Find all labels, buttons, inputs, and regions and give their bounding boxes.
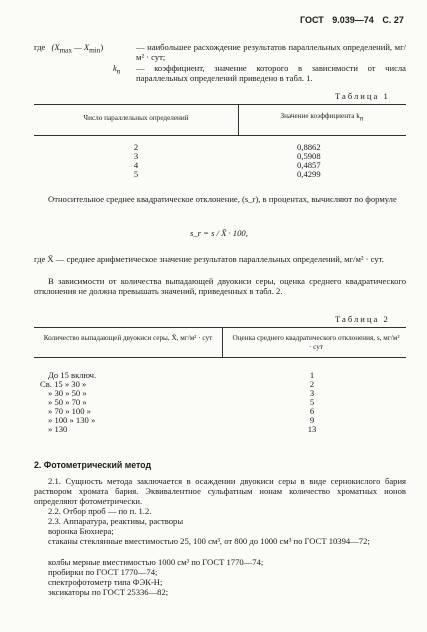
definition-kn-text: — коэффициент, значение которого в зависимости от числа параллельных определений приведено в табл. 1. [136,63,406,83]
table1-row-value: 0,8862 [297,142,321,152]
table2-row: Св. 15 » 30 » [40,379,87,389]
table1-col1-header: Число параллельных определений [83,114,189,122]
table1-header-rule [34,135,406,136]
table1-row-value: 0,4857 [297,160,321,170]
table1-row: 5 [133,169,139,179]
table2-col1-header: Количество выпадающей двуокиси серы, X̄, мг/м² · сут [43,334,213,342]
running-header [300,15,404,25]
table2-col2-header: Оценка среднего квадратического отклонения, s, мг/м² · сут [232,334,400,351]
definition-xmax-xmin-text: — наибольшее расхождение результатов параллельных определений, мг/м² · сут; [136,42,406,62]
table2-row-value: 13 [307,424,317,434]
list-item: спектрофотометр типа ФЭК-Н; [48,577,163,587]
table1-row-value: 0,5908 [297,151,321,161]
table2-row-value: 6 [309,406,315,416]
paragraph-relative-deviation: Относительное среднее квадратическое отклонение, (s_r), в процентах, вычисляют по формуле [48,194,397,204]
header-number: 9.039—74 [332,15,374,25]
list-item: стаканы стеклянные вместимостью 25, 100 см³, от 800 до 1000 см³ по ГОСТ 10394—72; [48,536,370,546]
table2-row: » 70 » 100 » [48,406,91,416]
table1-row: 2 [133,142,139,152]
section2-p2: 2.2. Отбор проб — по п. 1.2. [48,506,152,516]
table1-col2-header: Значение коэффициента $k_n$ [280,112,364,123]
section2-p3: 2.3. Аппаратура, реактивы, растворы [48,516,184,526]
paragraph-so2-dependence: В зависимости от количества выпадающей двуокиси серы, оценка среднего квадратического отклонения не должна превышать значений, приведенных в табл. 2. [34,276,406,296]
table1-row-value: 0,4299 [297,169,321,179]
table2-row-value: 9 [309,415,315,425]
table2-row: » 30 » 50 » [48,388,87,398]
formula: s_r = s / X̄ · 100, [190,228,248,238]
table2-row: » 130 [48,424,68,434]
table2-row-value: 2 [309,379,315,389]
table2-row-value: 1 [309,370,315,380]
header-page: С. 27 [382,15,404,25]
table2-row: До 15 включ. [48,370,97,380]
list-item: колбы мерные вместимостью 1000 см³ по ГОСТ 1770—74; [48,557,264,567]
table2-top-rule [34,327,406,328]
definition-x-mean: где X̄ — среднее арифметическое значение результатов параллельных определений, мг/м² · сут. [34,254,384,264]
table1-row: 4 [133,160,139,170]
table2-header-rule [34,357,406,358]
definition-kn-symbol: $k_n$ [113,63,121,76]
section2-p1: 2.1. Сущность метода заключается в осаждении двуокиси серы в виде сернокислого бария раствором хромата бария. Эквивалентное сульфатным ионам количество хроматных ионов определяют фотометрически. [34,476,406,506]
header-standard: ГОСТ [300,15,324,25]
table2-row-value: 5 [309,397,315,407]
section2-heading: 2. Фотометрический метод [34,460,152,470]
list-item: эксикаторы по ГОСТ 25336—82; [48,587,169,597]
table2-row: » 100 » 130 » [48,415,96,425]
table1-row: 3 [133,151,139,161]
table2-title: Таблица 2 [335,314,390,324]
list-item: воронка Бюхнера; [48,526,114,536]
table2-row: » 50 » 70 » [48,397,87,407]
table1-top-rule [34,104,406,105]
table2-col-divider [222,327,223,357]
list-item: пробирки по ГОСТ 1770—74; [48,567,158,577]
definition-xmax-xmin: где ($X_{max}$ — $X_{min}$) [34,42,104,55]
table2-row-value: 3 [309,388,315,398]
table1-title: Таблица 1 [335,91,390,101]
